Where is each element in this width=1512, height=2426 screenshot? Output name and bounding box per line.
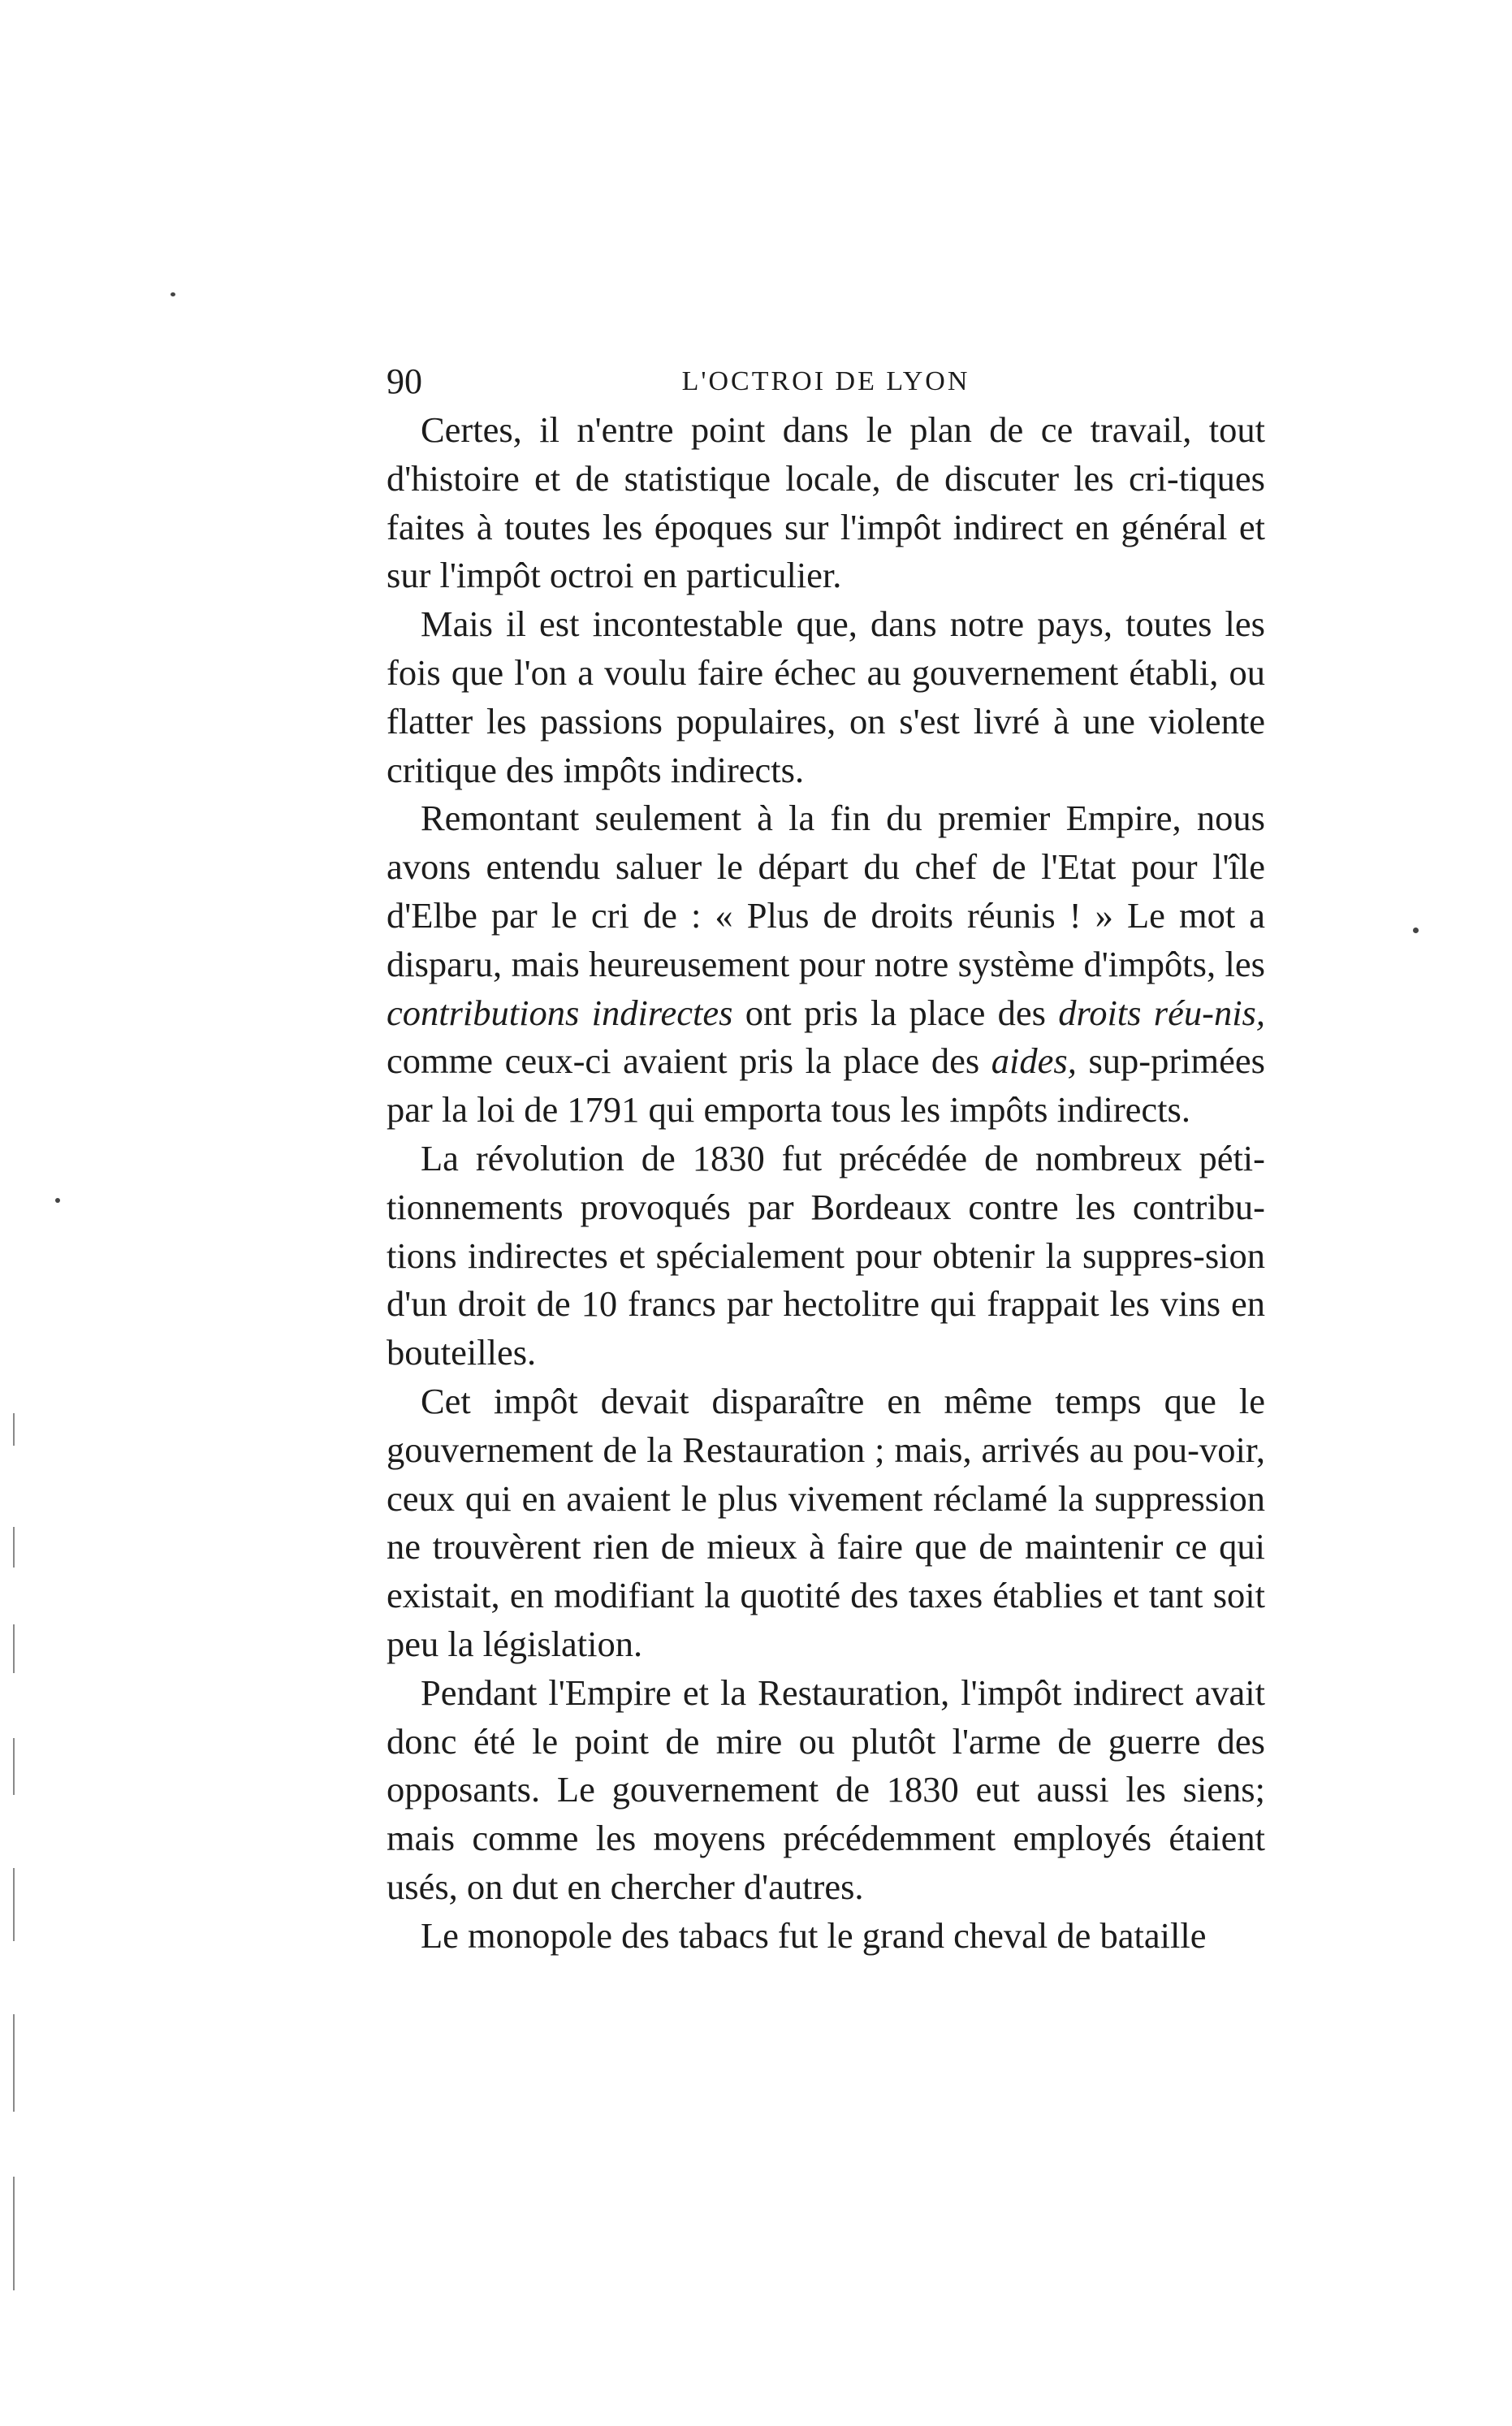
scan-margin-line [13, 2177, 15, 2290]
scan-margin-line [13, 1527, 15, 1568]
paragraph [387, 406, 1265, 600]
paragraph-text: sup-primées par la loi de 1791 qui emporta tous les impôts indirects. [387, 1040, 1265, 1131]
scan-speck [1413, 928, 1419, 933]
paragraph-text: ont pris la place des [732, 992, 1059, 1033]
scan-margin-line [13, 1738, 15, 1795]
paragraph-text: Mais il est incontestable que, dans notre pays, toutes les fois que l'on a voulu faire échec au gouvernement établi, ou flatter les passions populaires, on s'est livré à une violente critique des impôts indirects. [387, 603, 1265, 790]
body-text [387, 406, 1265, 1961]
paragraph [387, 794, 1265, 1135]
scan-speck [171, 292, 175, 296]
scan-margin-line [13, 2014, 15, 2112]
page-number: 90 [387, 361, 422, 401]
running-title: L'OCTROI DE LYON [681, 366, 970, 396]
paragraph-text: Remontant seulement à la fin du premier Empire, nous avons entendu saluer le départ du chef de l'Etat pour l'île d'Elbe par le cri de : « Plus de droits réunis ! » Le mot a disparu, mais heureusement pour notre système d'impôts, les [387, 798, 1265, 984]
paragraph [387, 600, 1265, 794]
paragraph-text: Le monopole des tabacs fut le grand cheval de bataille [421, 1914, 1207, 1956]
paragraph [387, 1669, 1265, 1912]
paragraph-text: Cet impôt devait disparaître en même temps que le gouvernement de la Restauration ; mais, arrivés au pou-voir, ceux qui en avaient le plus vivement réclamé la suppression ne trouvèrent rien de mieux à faire que de maintenir ce qui existait, en modifiant la quotité des taxes établies et tant soit peu la législation. [387, 1380, 1265, 1664]
paragraph-text: comme ceux-ci avaient pris la place des [387, 1040, 991, 1082]
italic-term: droits réu-nis, [1058, 992, 1265, 1033]
paragraph-text: Certes, il n'entre point dans le plan de ce travail, tout d'histoire et de statistique locale, de discuter les cri-tiques faites à toutes les époques sur l'impôt indirect en général et sur l'impôt octroi en particulier. [387, 409, 1265, 596]
paragraph [387, 1377, 1265, 1669]
paragraph [387, 1135, 1265, 1377]
italic-term: aides, [991, 1040, 1077, 1082]
paragraph [387, 1912, 1265, 1961]
page-header [387, 357, 1265, 406]
scan-margin-line [13, 1624, 15, 1673]
scan-margin-line [13, 1868, 15, 1941]
paragraph-text: La révolution de 1830 fut précédée de nombreux péti-tionnements provoqués par Bordeaux contre les contribu-tions indirectes et spécialement pour obtenir la suppres-sion d'un droit de 10 francs par hectolitre qui frappait les vins en bouteilles. [387, 1137, 1265, 1373]
scan-speck [55, 1198, 60, 1203]
italic-term: contributions indirectes [387, 992, 733, 1033]
paragraph-text: Pendant l'Empire et la Restauration, l'impôt indirect avait donc été le point de mire ou plutôt l'arme de guerre des opposants. Le gouvernement de 1830 eut aussi les siens; mais comme les moyens précédemment employés étaient usés, on dut en chercher d'autres. [387, 1671, 1265, 1907]
scan-margin-line [13, 1413, 15, 1446]
